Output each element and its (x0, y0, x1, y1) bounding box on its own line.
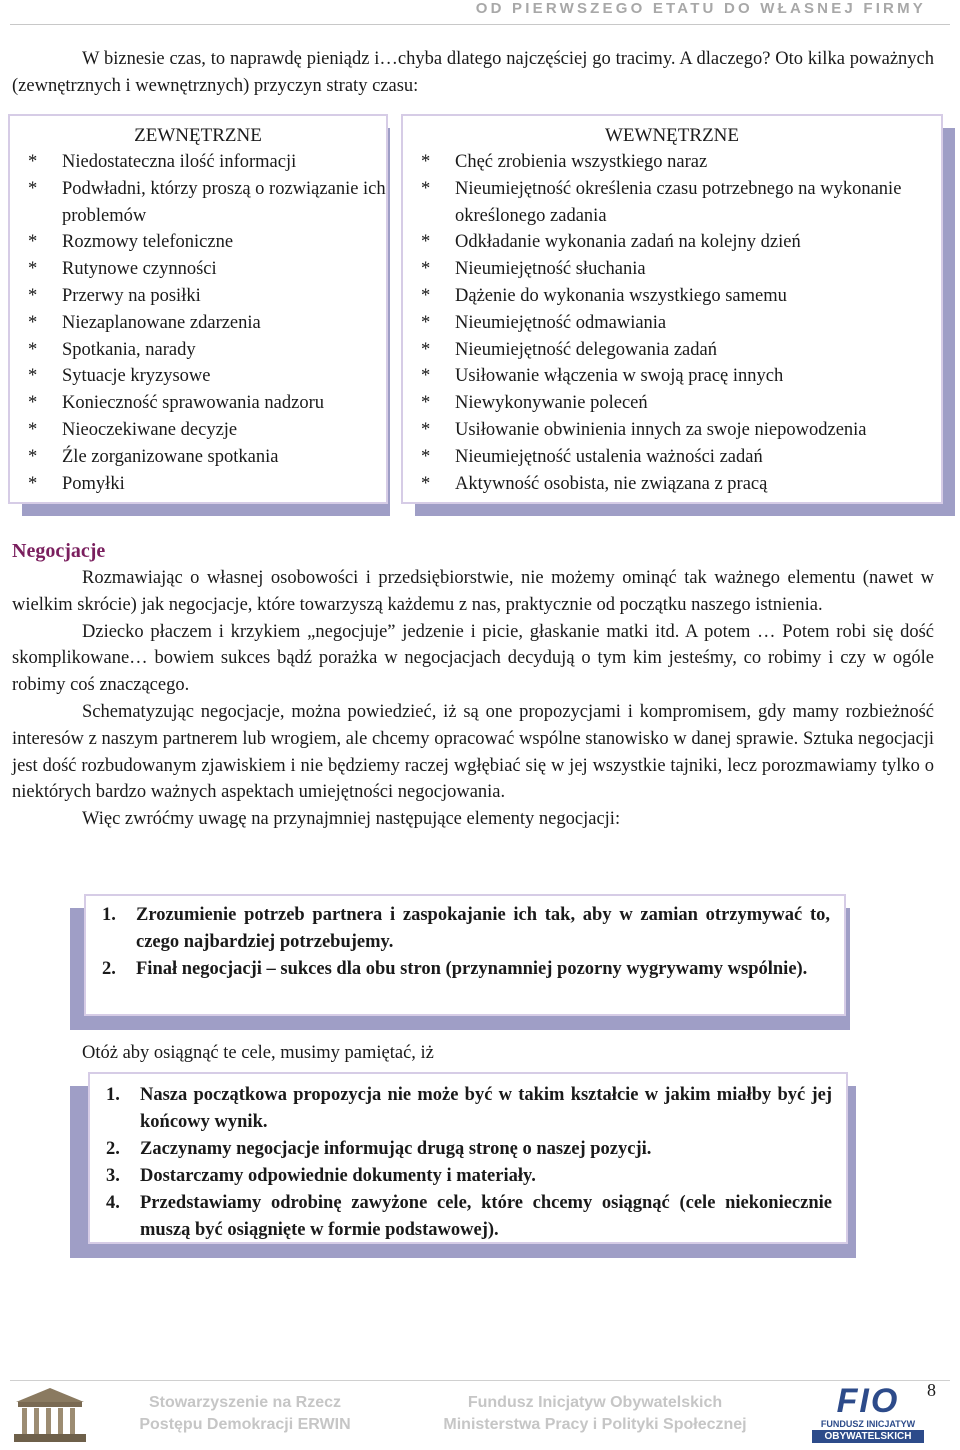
internal-item (403, 283, 941, 310)
internal-item-text: Usiłowanie włączenia w swoją pracę innych (455, 366, 784, 387)
external-item-text: Konieczność sprawowania nadzoru (62, 393, 324, 414)
element-item-number: 2. (102, 959, 116, 979)
bullet-star-icon: * (28, 312, 38, 333)
external-item (10, 229, 386, 256)
external-item-text: Podwładni, którzy proszą o rozwiązanie ich problemów (62, 178, 386, 226)
bullet-star-icon: * (421, 178, 431, 199)
bullet-star-icon: * (421, 152, 431, 172)
external-item-text: Źle zorganizowane spotkania (62, 446, 279, 467)
external-item (10, 176, 386, 230)
element-item (96, 956, 830, 983)
internal-item-text: Nieumiejętność określenia czasu potrzebnego na wykonanie określonego zadania (455, 178, 902, 226)
negotiation-elements-list (96, 902, 830, 983)
rule-item-text: Nasza początkowa propozycja nie może być w takim kształcie w jakim miałby być jej końcowy wynik. (140, 1085, 832, 1132)
internal-item (403, 363, 941, 390)
footer-fund-line2: Ministerstwa Pracy i Polityki Społecznej (443, 1416, 747, 1433)
bullet-star-icon: * (28, 366, 38, 387)
internal-item (403, 444, 941, 471)
external-item-text: Spotkania, narady (62, 339, 196, 360)
internal-item-text: Nieumiejętność słuchania (455, 259, 646, 280)
internal-item (403, 256, 941, 283)
fio-logo (812, 1384, 924, 1446)
internal-item (403, 390, 941, 417)
page-number: 8 (927, 1380, 936, 1400)
running-header: OD PIERWSZEGO ETATU DO WŁASNEJ FIRMY (475, 0, 926, 17)
bullet-star-icon: * (421, 259, 431, 280)
internal-item-text: Nieumiejętność delegowania zadań (455, 339, 717, 360)
internal-item-text: Chęć zrobienia wszystkiego naraz (455, 152, 708, 172)
intro-paragraph: W biznesie czas, to naprawdę pieniądz i…chyba dlatego najczęściej go tracimy. A dlaczego? Oto kilka poważnych (zewnętrznych i wewnętrznych) przyczyn straty czasu: (12, 49, 934, 96)
external-item-text: Niedostateczna ilość informacji (62, 152, 297, 172)
external-item (10, 337, 386, 364)
external-item-text: Nieoczekiwane decyzje (62, 419, 238, 440)
external-item (10, 310, 386, 337)
bullet-star-icon: * (28, 232, 38, 253)
external-item-text: Przerwy na posiłki (62, 285, 201, 306)
rule-item-text: Zaczynamy negocjacje informując drugą stronę o naszej pozycji. (140, 1139, 652, 1159)
rule-item-text: Przedstawiamy odrobinę zawyżone cele, które chcemy osiągnąć (cele niekoniecznie muszą być osiągnięte w formie podstawowej). (140, 1193, 832, 1240)
internal-item (403, 310, 941, 337)
bullet-star-icon: * (421, 339, 431, 360)
internal-item-text: Nieumiejętność odmawiania (455, 312, 667, 333)
rule-item-number: 4. (106, 1193, 120, 1213)
internal-causes-box (401, 114, 943, 504)
fio-logo-text: FIO (836, 1382, 900, 1420)
footer-fund-line1: Fundusz Inicjatyw Obywatelskich (467, 1394, 723, 1411)
section-title-negotiation: Negocjacje (12, 540, 106, 562)
rule-item-number: 2. (106, 1139, 120, 1159)
internal-item-text: Nieumiejętność ustalenia ważności zadań (455, 446, 763, 467)
footer-divider (10, 1380, 950, 1381)
external-item (10, 363, 386, 390)
rule-item (100, 1136, 832, 1163)
internal-item-text: Odkładanie wykonania zadań na kolejny dzień (455, 232, 801, 253)
external-item-text: Pomyłki (62, 473, 125, 494)
bullet-star-icon: * (421, 312, 431, 333)
external-item-text: Niezaplanowane zdarzenia (62, 312, 261, 333)
internal-item (403, 229, 941, 256)
rule-item-number: 3. (106, 1166, 120, 1186)
internal-item-text: Niewykonywanie poleceń (455, 393, 648, 414)
bullet-star-icon: * (28, 419, 38, 440)
external-item (10, 417, 386, 444)
external-item (10, 256, 386, 283)
internal-item-text: Usiłowanie obwinienia innych za swoje niepowodzenia (455, 419, 867, 440)
footer-association-line1: Stowarzyszenie na Rzecz (148, 1394, 342, 1411)
internal-list (403, 149, 941, 497)
bullet-star-icon: * (28, 178, 38, 199)
external-item (10, 390, 386, 417)
bullet-star-icon: * (421, 232, 431, 253)
element-item-text: Zrozumienie potrzeb partnera i zaspokajanie ich tak, aby w zamian otrzymywać to, czego najbardziej potrzebujemy. (136, 905, 830, 952)
element-item-text: Finał negocjacji – sukces dla obu stron (przynamniej pozorny wygrywamy wspólnie). (136, 959, 808, 979)
negotiation-paragraph-1: Rozmawiając o własnej osobowości i przedsiębiorstwie, nie możemy ominąć tak ważnego elementu (nawet w wielkim skrócie) jak negocjacje, które towarzyszą każdemu z nas, praktycznie od początku naszego istnienia. (12, 568, 934, 615)
internal-item (403, 417, 941, 444)
bullet-star-icon: * (28, 285, 38, 306)
bullet-star-icon: * (421, 393, 431, 414)
bullet-star-icon: * (28, 339, 38, 360)
rule-item-number: 1. (106, 1085, 120, 1105)
element-item-number: 1. (102, 905, 116, 925)
temple-logo-icon (10, 1384, 90, 1444)
bullet-star-icon: * (28, 259, 38, 280)
bullet-star-icon: * (28, 393, 38, 414)
header-divider (10, 24, 950, 25)
external-item (10, 283, 386, 310)
internal-item-text: Dążenie do wykonania wszystkiego samemu (455, 285, 787, 306)
external-item (10, 444, 386, 471)
footer-association-line2: Postępu Demokracji ERWIN (139, 1416, 351, 1433)
external-item (10, 149, 386, 176)
negotiation-paragraph-2: Dziecko płaczem i krzykiem „negocjuje” jedzenie i picie, głaskanie matki itd. A potem … Potem robi się dość skomplikowane… bowiem sukces bądź porażka w negocjacjach decydują o tym kim jesteśmy, co robimy i czy w ogóle robimy coś znaczącego. (12, 621, 934, 696)
negotiation-elements-box (84, 894, 846, 1016)
external-item-text: Rozmowy telefoniczne (62, 232, 234, 253)
footer-fund (420, 1392, 770, 1436)
footer-association (120, 1392, 370, 1436)
internal-item (403, 337, 941, 364)
external-item-text: Sytuacje kryzysowe (62, 366, 211, 387)
bullet-star-icon: * (28, 446, 38, 467)
negotiation-rules-box (88, 1072, 848, 1244)
external-list (10, 149, 386, 497)
negotiation-rules-list (100, 1082, 832, 1244)
bridge-sentence: Otóż aby osiągnąć te cele, musimy pamiętać, iż (82, 1043, 434, 1063)
internal-title: WEWNĘTRZNE (604, 125, 739, 146)
rule-item (100, 1163, 832, 1190)
negotiation-paragraphs (12, 565, 934, 833)
negotiation-paragraph-4: Więc zwróćmy uwagę na przynajmniej następujące elementy negocjacji: (82, 809, 621, 830)
internal-item (403, 149, 941, 176)
external-item-text: Rutynowe czynności (62, 259, 217, 280)
rule-item (100, 1082, 832, 1136)
rule-item-text: Dostarczamy odpowiednie dokumenty i materiały. (140, 1166, 536, 1186)
external-item (10, 471, 386, 498)
bullet-star-icon: * (28, 152, 38, 172)
internal-item-text: Aktywność osobista, nie związana z pracą (455, 473, 768, 494)
fio-logo-sub2: OBYWATELSKICH (812, 1430, 924, 1443)
bullet-star-icon: * (421, 366, 431, 387)
bullet-star-icon: * (421, 419, 431, 440)
internal-item (403, 176, 941, 230)
negotiation-paragraph-3: Schematyzując negocjacje, można powiedzieć, iż są one propozycjami i kompromisem, gdy mamy rozbieżność interesów z naszym partnerem lub wrogiem, ale chcemy opracować wspólne stanowisko w danej sprawie. Sztuka negocjacji jest dość rozbudowanym zjawiskiem i nie będziemy raczej wgłębiać się w jej wszystkie tajniki, lecz porozmawiamy tylko o niektórych bardzo ważnych aspektach umiejętności negocjowania. (12, 701, 934, 803)
bullet-star-icon: * (28, 473, 38, 494)
element-item (96, 902, 830, 956)
internal-item (403, 471, 941, 498)
fio-logo-sub1: FUNDUSZ INICJATYW (820, 1419, 916, 1429)
bullet-star-icon: * (421, 446, 431, 467)
external-causes-box (8, 114, 388, 504)
rule-item (100, 1190, 832, 1244)
external-title: ZEWNĘTRZNE (134, 125, 262, 146)
bullet-star-icon: * (421, 473, 431, 494)
bullet-star-icon: * (421, 285, 431, 306)
